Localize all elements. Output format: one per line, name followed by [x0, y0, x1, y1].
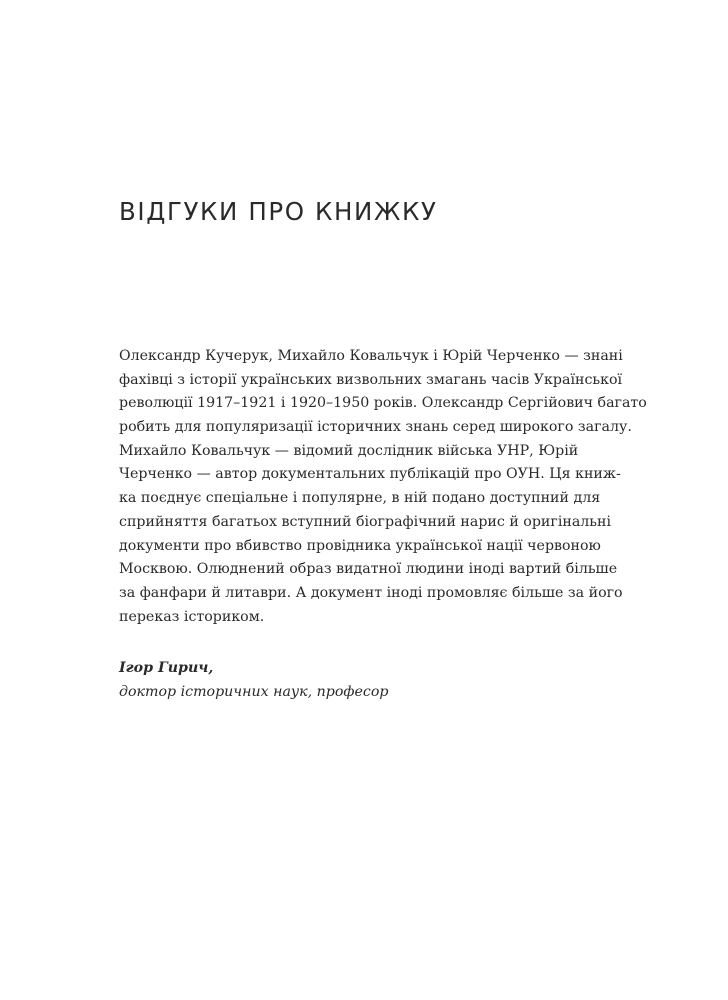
review-line: робить для популяризації історичних знань серед широкого загалу.: [119, 419, 632, 436]
review-line: сприйняття багатьох вступний біографічний нарис й оригінальні: [119, 513, 612, 530]
review-line: Москвою. Олюднений образ видатної людини іноді вартий більше: [119, 561, 618, 578]
review-line: документи про вбивство провідника української нації червоною: [119, 537, 601, 554]
review-line: революції 1917–1921 і 1920–1950 років. Олександр Сергійович багато: [119, 395, 647, 412]
review-line: Михайло Ковальчук — відомий дослідник війська УНР, Юрій: [119, 442, 579, 459]
reviewer-name: Ігор Гирич,: [119, 660, 214, 676]
review-line: фахівці з історії українських визвольних змагань часів Української: [119, 371, 623, 388]
review-signature: [119, 657, 388, 704]
review-line: переказ істориком.: [119, 608, 265, 625]
review-line: за фанфари й литаври. А документ іноді промовляє більше за його: [119, 584, 623, 601]
review-text: [119, 345, 647, 629]
reviewer-title: доктор історичних наук, професор: [119, 683, 389, 700]
review-line: Черченко — автор документальних публікацій про ОУН. Ця книж-: [119, 466, 621, 483]
review-line: ка поєднує спеціальне і популярне, в ній подано доступний для: [119, 490, 601, 507]
page-heading: ВІДГУКИ ПРО КНИЖКУ: [119, 197, 438, 226]
review-line: Олександр Кучерук, Михайло Ковальчук і Юрій Черченко — знані: [119, 348, 623, 364]
